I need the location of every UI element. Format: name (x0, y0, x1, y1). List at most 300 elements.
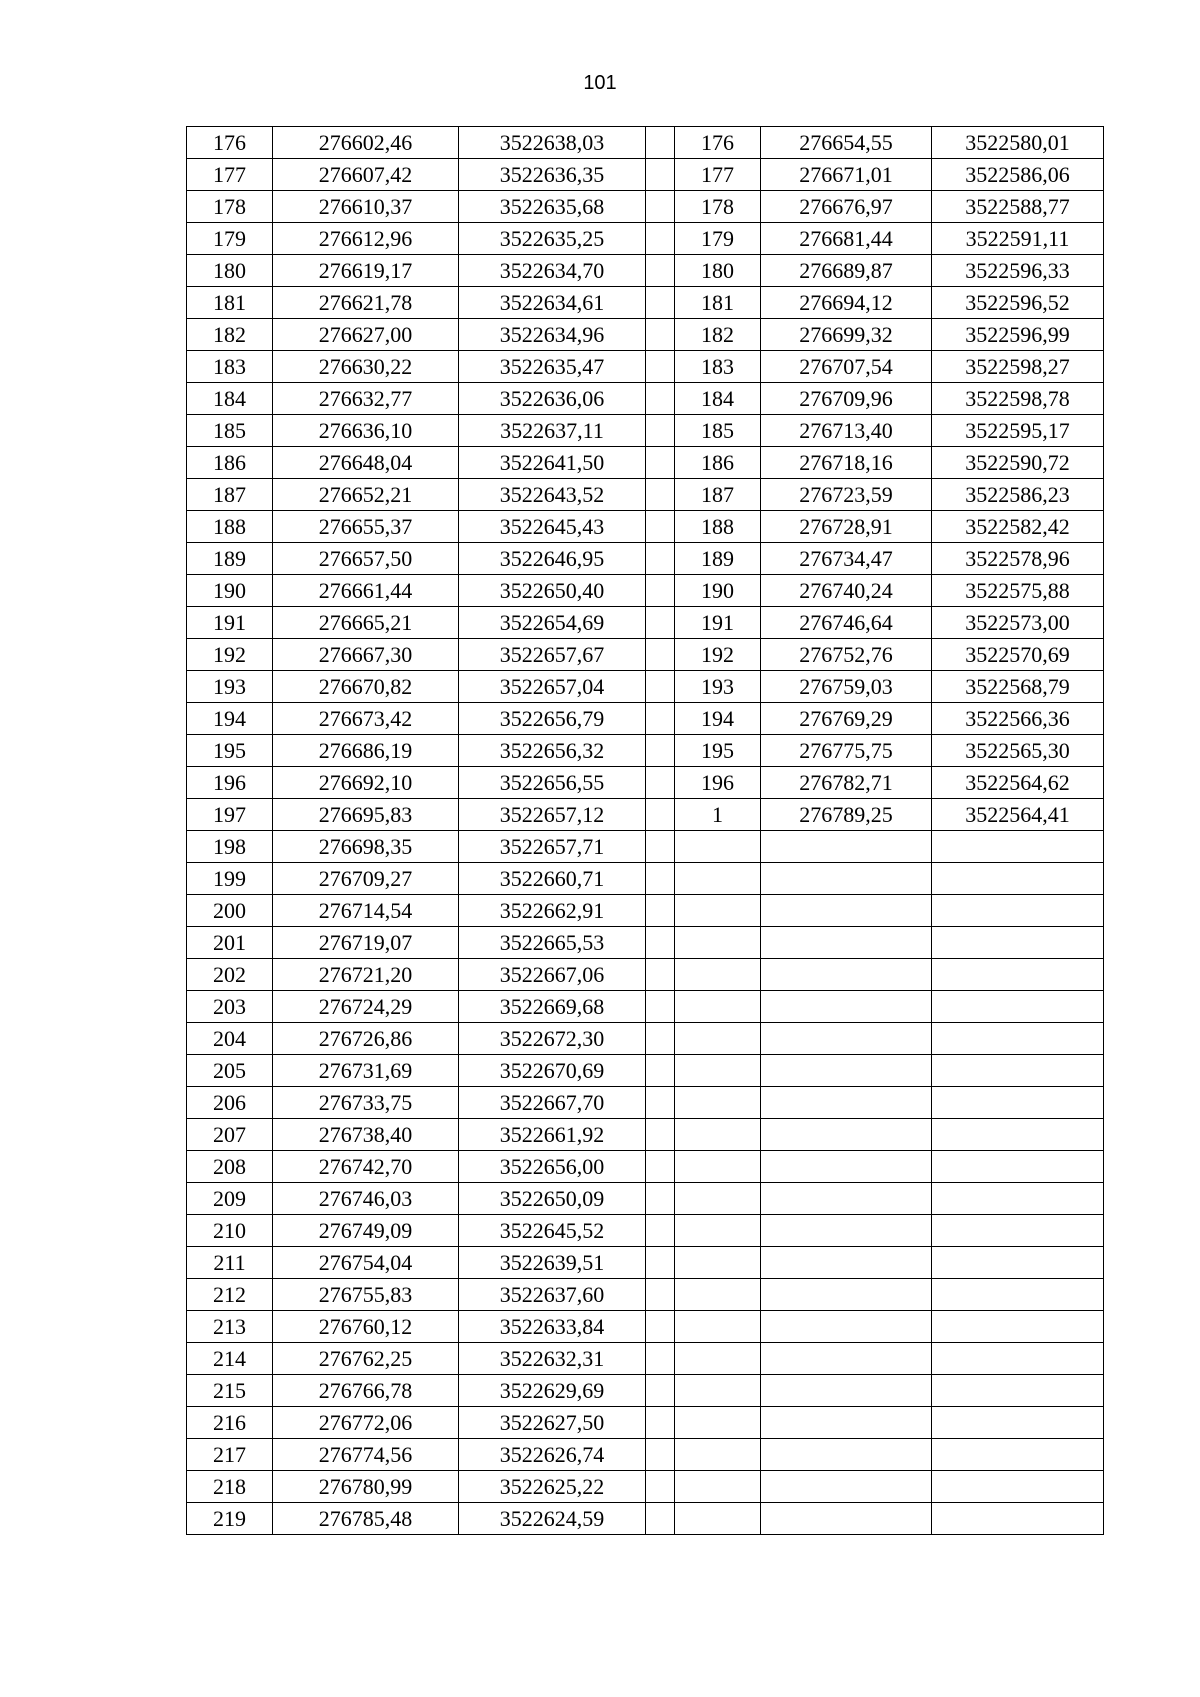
y-coordinate-right (932, 1119, 1104, 1151)
table-row (187, 1311, 1104, 1343)
x-coordinate-right (761, 1215, 932, 1247)
point-number-left: 181 (187, 287, 273, 319)
table-row (187, 223, 1104, 255)
separator-cell (646, 1183, 675, 1215)
separator-cell (646, 735, 675, 767)
point-number-right: 189 (675, 543, 761, 575)
table-row (187, 927, 1104, 959)
point-number-left: 176 (187, 127, 273, 159)
y-coordinate-right: 3522566,36 (932, 703, 1104, 735)
point-number-left: 188 (187, 511, 273, 543)
point-number-left: 213 (187, 1311, 273, 1343)
table-row (187, 191, 1104, 223)
y-coordinate-right (932, 1183, 1104, 1215)
y-coordinate-right (932, 991, 1104, 1023)
y-coordinate-left: 3522635,47 (459, 351, 646, 383)
point-number-left: 211 (187, 1247, 273, 1279)
x-coordinate-right (761, 1503, 932, 1535)
x-coordinate-right (761, 1247, 932, 1279)
y-coordinate-right: 3522564,62 (932, 767, 1104, 799)
table-row (187, 447, 1104, 479)
y-coordinate-right: 3522578,96 (932, 543, 1104, 575)
y-coordinate-left: 3522639,51 (459, 1247, 646, 1279)
point-number-right (675, 1375, 761, 1407)
x-coordinate-right: 276789,25 (761, 799, 932, 831)
y-coordinate-left: 3522633,84 (459, 1311, 646, 1343)
x-coordinate-left: 276760,12 (273, 1311, 459, 1343)
y-coordinate-left: 3522669,68 (459, 991, 646, 1023)
y-coordinate-left: 3522667,70 (459, 1087, 646, 1119)
point-number-right: 180 (675, 255, 761, 287)
point-number-left: 200 (187, 895, 273, 927)
point-number-right: 182 (675, 319, 761, 351)
x-coordinate-right (761, 1087, 932, 1119)
separator-cell (646, 415, 675, 447)
x-coordinate-left: 276731,69 (273, 1055, 459, 1087)
x-coordinate-right (761, 1055, 932, 1087)
y-coordinate-left: 3522661,92 (459, 1119, 646, 1151)
point-number-left: 204 (187, 1023, 273, 1055)
point-number-right: 184 (675, 383, 761, 415)
point-number-right: 179 (675, 223, 761, 255)
x-coordinate-left: 276648,04 (273, 447, 459, 479)
table-row (187, 1279, 1104, 1311)
y-coordinate-right (932, 1439, 1104, 1471)
separator-cell (646, 447, 675, 479)
point-number-right: 187 (675, 479, 761, 511)
point-number-right (675, 863, 761, 895)
y-coordinate-left: 3522637,11 (459, 415, 646, 447)
y-coordinate-left: 3522632,31 (459, 1343, 646, 1375)
point-number-left: 185 (187, 415, 273, 447)
x-coordinate-right (761, 1375, 932, 1407)
table-row (187, 1407, 1104, 1439)
separator-cell (646, 1151, 675, 1183)
y-coordinate-right: 3522598,27 (932, 351, 1104, 383)
point-number-right (675, 1503, 761, 1535)
x-coordinate-left: 276772,06 (273, 1407, 459, 1439)
y-coordinate-right: 3522595,17 (932, 415, 1104, 447)
point-number-left: 202 (187, 959, 273, 991)
separator-cell (646, 799, 675, 831)
table-row (187, 895, 1104, 927)
y-coordinate-right (932, 1471, 1104, 1503)
x-coordinate-right: 276681,44 (761, 223, 932, 255)
x-coordinate-right (761, 895, 932, 927)
separator-cell (646, 255, 675, 287)
y-coordinate-left: 3522656,32 (459, 735, 646, 767)
separator-cell (646, 479, 675, 511)
x-coordinate-left: 276652,21 (273, 479, 459, 511)
x-coordinate-left: 276630,22 (273, 351, 459, 383)
point-number-right: 178 (675, 191, 761, 223)
point-number-right: 195 (675, 735, 761, 767)
point-number-left: 197 (187, 799, 273, 831)
table-row (187, 1023, 1104, 1055)
x-coordinate-right: 276728,91 (761, 511, 932, 543)
point-number-left: 180 (187, 255, 273, 287)
point-number-left: 214 (187, 1343, 273, 1375)
point-number-left: 219 (187, 1503, 273, 1535)
y-coordinate-left: 3522657,67 (459, 639, 646, 671)
y-coordinate-right (932, 1375, 1104, 1407)
x-coordinate-left: 276738,40 (273, 1119, 459, 1151)
separator-cell (646, 159, 675, 191)
point-number-left: 201 (187, 927, 273, 959)
y-coordinate-right: 3522586,06 (932, 159, 1104, 191)
x-coordinate-left: 276655,37 (273, 511, 459, 543)
point-number-left: 208 (187, 1151, 273, 1183)
x-coordinate-right (761, 1311, 932, 1343)
y-coordinate-left: 3522634,70 (459, 255, 646, 287)
y-coordinate-left: 3522672,30 (459, 1023, 646, 1055)
table-row (187, 639, 1104, 671)
table-row (187, 1247, 1104, 1279)
point-number-right (675, 1119, 761, 1151)
point-number-right (675, 831, 761, 863)
y-coordinate-right (932, 1343, 1104, 1375)
table-row (187, 671, 1104, 703)
x-coordinate-right: 276707,54 (761, 351, 932, 383)
y-coordinate-right: 3522586,23 (932, 479, 1104, 511)
x-coordinate-left: 276742,70 (273, 1151, 459, 1183)
x-coordinate-left: 276657,50 (273, 543, 459, 575)
table-row (187, 575, 1104, 607)
y-coordinate-right: 3522573,00 (932, 607, 1104, 639)
x-coordinate-right: 276713,40 (761, 415, 932, 447)
x-coordinate-right (761, 831, 932, 863)
table-row (187, 863, 1104, 895)
x-coordinate-right: 276769,29 (761, 703, 932, 735)
x-coordinate-left: 276673,42 (273, 703, 459, 735)
x-coordinate-right: 276718,16 (761, 447, 932, 479)
y-coordinate-right (932, 863, 1104, 895)
y-coordinate-right: 3522590,72 (932, 447, 1104, 479)
point-number-right (675, 1407, 761, 1439)
y-coordinate-right (932, 959, 1104, 991)
y-coordinate-right: 3522570,69 (932, 639, 1104, 671)
x-coordinate-right: 276699,32 (761, 319, 932, 351)
separator-cell (646, 319, 675, 351)
y-coordinate-right: 3522580,01 (932, 127, 1104, 159)
y-coordinate-left: 3522656,55 (459, 767, 646, 799)
x-coordinate-left: 276607,42 (273, 159, 459, 191)
point-number-right (675, 1183, 761, 1215)
separator-cell (646, 1343, 675, 1375)
y-coordinate-right (932, 895, 1104, 927)
y-coordinate-right: 3522564,41 (932, 799, 1104, 831)
y-coordinate-right: 3522568,79 (932, 671, 1104, 703)
x-coordinate-left: 276754,04 (273, 1247, 459, 1279)
separator-cell (646, 383, 675, 415)
x-coordinate-left: 276762,25 (273, 1343, 459, 1375)
table-row (187, 767, 1104, 799)
x-coordinate-left: 276632,77 (273, 383, 459, 415)
x-coordinate-left: 276785,48 (273, 1503, 459, 1535)
table-row (187, 1439, 1104, 1471)
table-row (187, 1055, 1104, 1087)
table-row (187, 1503, 1104, 1535)
x-coordinate-left: 276602,46 (273, 127, 459, 159)
point-number-left: 206 (187, 1087, 273, 1119)
point-number-left: 199 (187, 863, 273, 895)
y-coordinate-left: 3522645,52 (459, 1215, 646, 1247)
y-coordinate-left: 3522645,43 (459, 511, 646, 543)
point-number-left: 210 (187, 1215, 273, 1247)
x-coordinate-left: 276698,35 (273, 831, 459, 863)
x-coordinate-right: 276709,96 (761, 383, 932, 415)
separator-cell (646, 991, 675, 1023)
y-coordinate-left: 3522637,60 (459, 1279, 646, 1311)
y-coordinate-left: 3522656,79 (459, 703, 646, 735)
point-number-right (675, 1215, 761, 1247)
y-coordinate-left: 3522646,95 (459, 543, 646, 575)
table-row (187, 543, 1104, 575)
table-row (187, 831, 1104, 863)
y-coordinate-right (932, 1151, 1104, 1183)
y-coordinate-left: 3522656,00 (459, 1151, 646, 1183)
y-coordinate-left: 3522634,96 (459, 319, 646, 351)
x-coordinate-left: 276746,03 (273, 1183, 459, 1215)
table-row (187, 479, 1104, 511)
separator-cell (646, 1311, 675, 1343)
x-coordinate-left: 276780,99 (273, 1471, 459, 1503)
y-coordinate-right (932, 1087, 1104, 1119)
x-coordinate-right (761, 1471, 932, 1503)
table-row (187, 1183, 1104, 1215)
point-number-right (675, 959, 761, 991)
coordinates-table (186, 126, 1104, 1535)
point-number-right (675, 895, 761, 927)
x-coordinate-right (761, 1343, 932, 1375)
y-coordinate-left: 3522667,06 (459, 959, 646, 991)
x-coordinate-right (761, 1183, 932, 1215)
point-number-left: 195 (187, 735, 273, 767)
point-number-left: 190 (187, 575, 273, 607)
point-number-right: 1 (675, 799, 761, 831)
x-coordinate-right: 276734,47 (761, 543, 932, 575)
x-coordinate-right (761, 991, 932, 1023)
table-row (187, 255, 1104, 287)
y-coordinate-left: 3522635,68 (459, 191, 646, 223)
point-number-right (675, 1439, 761, 1471)
separator-cell (646, 1375, 675, 1407)
y-coordinate-right (932, 927, 1104, 959)
table-row (187, 735, 1104, 767)
point-number-left: 209 (187, 1183, 273, 1215)
x-coordinate-left: 276670,82 (273, 671, 459, 703)
point-number-left: 216 (187, 1407, 273, 1439)
x-coordinate-left: 276667,30 (273, 639, 459, 671)
x-coordinate-right: 276740,24 (761, 575, 932, 607)
point-number-left: 215 (187, 1375, 273, 1407)
x-coordinate-right (761, 1151, 932, 1183)
x-coordinate-left: 276726,86 (273, 1023, 459, 1055)
y-coordinate-right: 3522588,77 (932, 191, 1104, 223)
x-coordinate-left: 276692,10 (273, 767, 459, 799)
y-coordinate-right: 3522565,30 (932, 735, 1104, 767)
table-row (187, 159, 1104, 191)
y-coordinate-left: 3522629,69 (459, 1375, 646, 1407)
separator-cell (646, 223, 675, 255)
table-row (187, 1215, 1104, 1247)
y-coordinate-right (932, 1247, 1104, 1279)
table-row (187, 1343, 1104, 1375)
table-row (187, 287, 1104, 319)
y-coordinate-left: 3522625,22 (459, 1471, 646, 1503)
x-coordinate-right (761, 1023, 932, 1055)
coordinates-table-body (187, 127, 1104, 1535)
x-coordinate-right (761, 927, 932, 959)
table-row (187, 1471, 1104, 1503)
y-coordinate-left: 3522650,40 (459, 575, 646, 607)
point-number-right (675, 1247, 761, 1279)
separator-cell (646, 1055, 675, 1087)
point-number-left: 194 (187, 703, 273, 735)
x-coordinate-left: 276612,96 (273, 223, 459, 255)
x-coordinate-left: 276724,29 (273, 991, 459, 1023)
point-number-left: 184 (187, 383, 273, 415)
separator-cell (646, 575, 675, 607)
point-number-left: 191 (187, 607, 273, 639)
separator-cell (646, 831, 675, 863)
point-number-left: 178 (187, 191, 273, 223)
x-coordinate-left: 276619,17 (273, 255, 459, 287)
x-coordinate-left: 276621,78 (273, 287, 459, 319)
separator-cell (646, 671, 675, 703)
point-number-right: 196 (675, 767, 761, 799)
x-coordinate-right: 276676,97 (761, 191, 932, 223)
table-row (187, 127, 1104, 159)
x-coordinate-right: 276671,01 (761, 159, 932, 191)
y-coordinate-left: 3522662,91 (459, 895, 646, 927)
separator-cell (646, 351, 675, 383)
separator-cell (646, 1119, 675, 1151)
table-row (187, 383, 1104, 415)
table-row (187, 319, 1104, 351)
page-number: 101 (583, 72, 617, 94)
x-coordinate-left: 276755,83 (273, 1279, 459, 1311)
y-coordinate-left: 3522634,61 (459, 287, 646, 319)
point-number-left: 196 (187, 767, 273, 799)
point-number-left: 203 (187, 991, 273, 1023)
point-number-right: 186 (675, 447, 761, 479)
table-row (187, 799, 1104, 831)
x-coordinate-left: 276695,83 (273, 799, 459, 831)
table-row (187, 415, 1104, 447)
y-coordinate-left: 3522636,06 (459, 383, 646, 415)
table-row (187, 1375, 1104, 1407)
separator-cell (646, 1439, 675, 1471)
point-number-right (675, 1151, 761, 1183)
separator-cell (646, 1407, 675, 1439)
x-coordinate-right: 276775,75 (761, 735, 932, 767)
separator-cell (646, 1087, 675, 1119)
y-coordinate-left: 3522654,69 (459, 607, 646, 639)
y-coordinate-right: 3522596,52 (932, 287, 1104, 319)
y-coordinate-left: 3522660,71 (459, 863, 646, 895)
y-coordinate-left: 3522641,50 (459, 447, 646, 479)
y-coordinate-right: 3522582,42 (932, 511, 1104, 543)
x-coordinate-left: 276665,21 (273, 607, 459, 639)
x-coordinate-right: 276782,71 (761, 767, 932, 799)
y-coordinate-left: 3522665,53 (459, 927, 646, 959)
point-number-left: 207 (187, 1119, 273, 1151)
x-coordinate-left: 276661,44 (273, 575, 459, 607)
x-coordinate-right (761, 1439, 932, 1471)
y-coordinate-left: 3522635,25 (459, 223, 646, 255)
x-coordinate-right: 276759,03 (761, 671, 932, 703)
point-number-right (675, 1055, 761, 1087)
point-number-left: 218 (187, 1471, 273, 1503)
y-coordinate-left: 3522643,52 (459, 479, 646, 511)
y-coordinate-right: 3522596,33 (932, 255, 1104, 287)
y-coordinate-left: 3522657,12 (459, 799, 646, 831)
point-number-right (675, 927, 761, 959)
table-row (187, 1087, 1104, 1119)
x-coordinate-right: 276723,59 (761, 479, 932, 511)
point-number-right: 177 (675, 159, 761, 191)
separator-cell (646, 1215, 675, 1247)
x-coordinate-right (761, 1119, 932, 1151)
separator-cell (646, 959, 675, 991)
y-coordinate-right (932, 1023, 1104, 1055)
y-coordinate-right (932, 1407, 1104, 1439)
point-number-left: 217 (187, 1439, 273, 1471)
x-coordinate-right: 276694,12 (761, 287, 932, 319)
point-number-right: 191 (675, 607, 761, 639)
x-coordinate-left: 276733,75 (273, 1087, 459, 1119)
y-coordinate-right (932, 1503, 1104, 1535)
y-coordinate-right (932, 831, 1104, 863)
point-number-right (675, 1279, 761, 1311)
x-coordinate-left: 276721,20 (273, 959, 459, 991)
point-number-left: 183 (187, 351, 273, 383)
y-coordinate-left: 3522624,59 (459, 1503, 646, 1535)
separator-cell (646, 1503, 675, 1535)
x-coordinate-left: 276636,10 (273, 415, 459, 447)
point-number-right (675, 1023, 761, 1055)
point-number-left: 193 (187, 671, 273, 703)
point-number-left: 205 (187, 1055, 273, 1087)
point-number-right: 192 (675, 639, 761, 671)
x-coordinate-left: 276719,07 (273, 927, 459, 959)
x-coordinate-left: 276766,78 (273, 1375, 459, 1407)
point-number-right: 190 (675, 575, 761, 607)
y-coordinate-right: 3522596,99 (932, 319, 1104, 351)
x-coordinate-right (761, 863, 932, 895)
separator-cell (646, 639, 675, 671)
x-coordinate-right (761, 959, 932, 991)
separator-cell (646, 895, 675, 927)
separator-cell (646, 1279, 675, 1311)
point-number-left: 198 (187, 831, 273, 863)
point-number-right: 176 (675, 127, 761, 159)
y-coordinate-right: 3522591,11 (932, 223, 1104, 255)
point-number-left: 192 (187, 639, 273, 671)
point-number-left: 177 (187, 159, 273, 191)
point-number-right (675, 1343, 761, 1375)
point-number-left: 186 (187, 447, 273, 479)
x-coordinate-left: 276774,56 (273, 1439, 459, 1471)
y-coordinate-right (932, 1311, 1104, 1343)
table-row (187, 959, 1104, 991)
point-number-right: 194 (675, 703, 761, 735)
point-number-right (675, 1087, 761, 1119)
y-coordinate-left: 3522650,09 (459, 1183, 646, 1215)
y-coordinate-left: 3522638,03 (459, 127, 646, 159)
y-coordinate-right: 3522598,78 (932, 383, 1104, 415)
